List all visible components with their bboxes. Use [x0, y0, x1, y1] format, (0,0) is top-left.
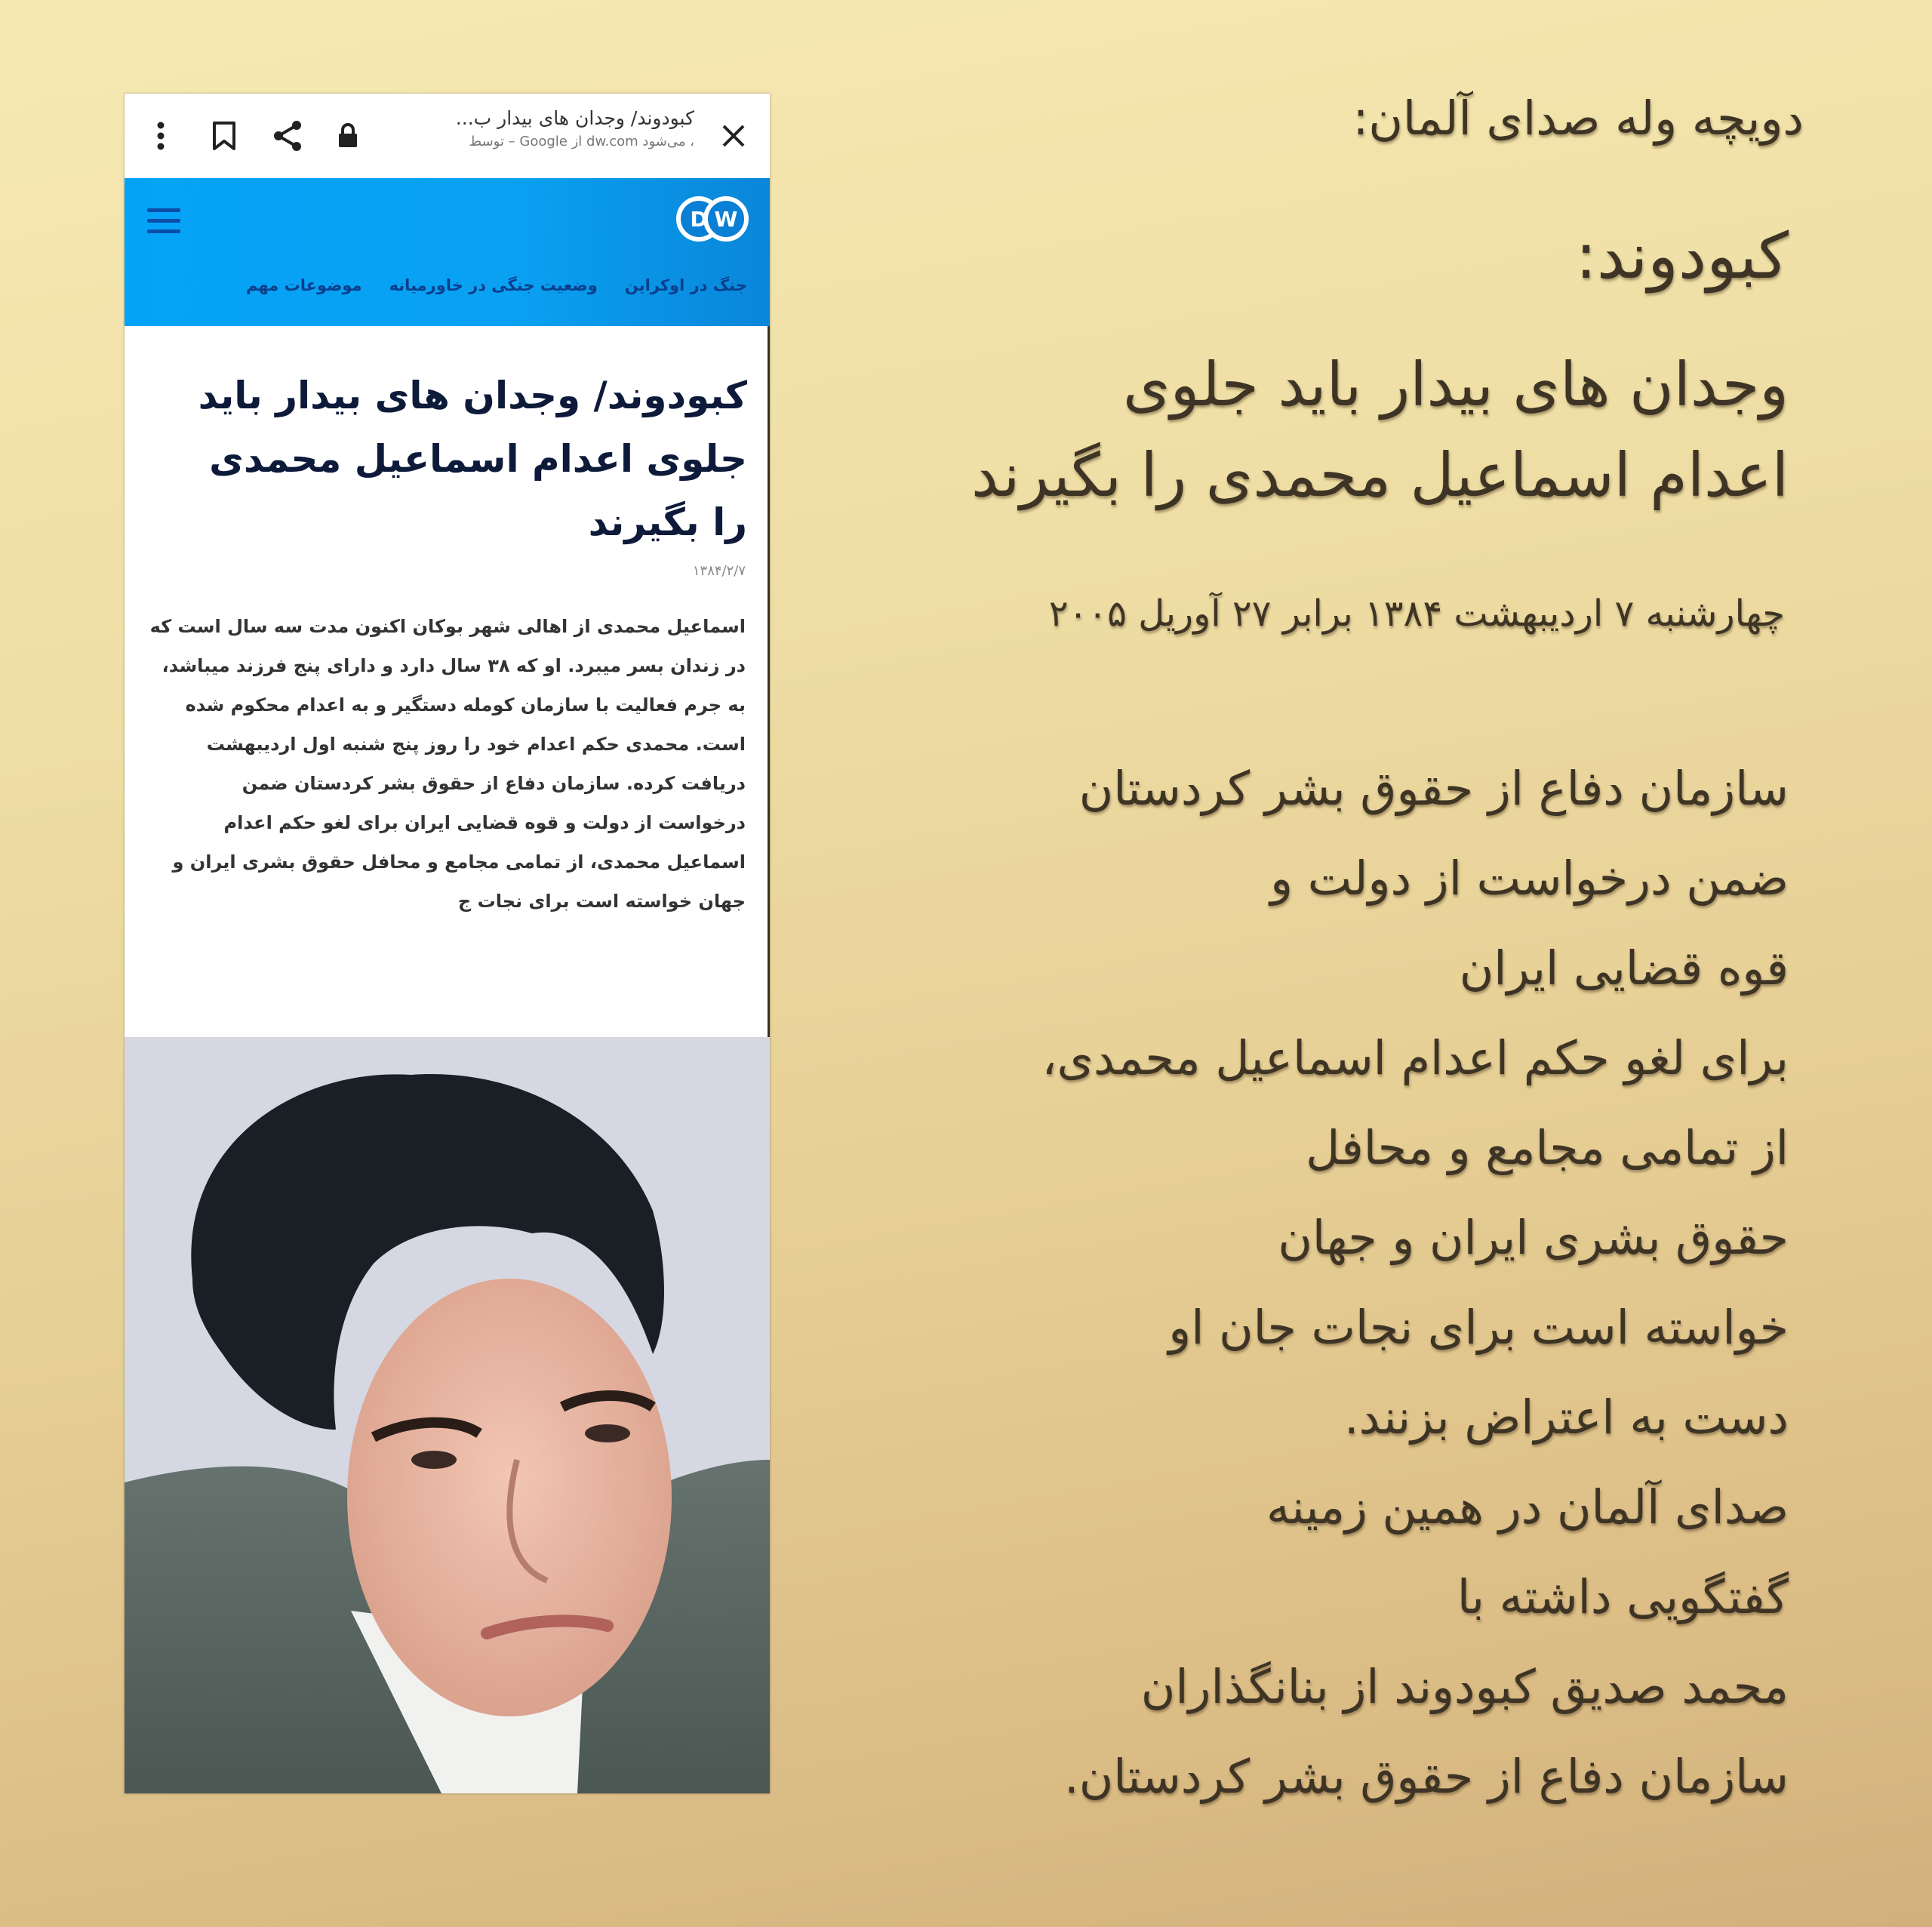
bookmark-icon[interactable] [205, 116, 244, 155]
article-body: اسماعیل محمدی از اهالی شهر بوکان اکنون مدت سه سال است که در زندان بسر میبرد. او که ۳۸ سال دارد و دارای پنج فرزند میباشد، به جرم فعالیت با سازمان کومله دستگیر و به اعدام محکوم شده است. محمدی حکم اعدام خود را روز پنج شنبه اول اردیبهشت دریافت کرده. سازمان دفاع از حقوق بشر کردستان ضمن درخواست از دولت و قوه قضایی ایران برای لغو حکم اعدام اسماعیل محمدی، از تمامی مجامع و محافل حقوق بشری ایران و جهان خواسته است برای نجات ج [149, 616, 746, 912]
article-screenshot-card [125, 94, 770, 1793]
nav-item-important-topics[interactable]: موضوعات مهم [245, 276, 362, 294]
source-label: دویچه وله صدای آلمان: [1352, 91, 1804, 146]
page-title-block[interactable] [377, 107, 694, 149]
browser-toolbar [125, 94, 770, 178]
dw-nav [246, 276, 747, 294]
caption-body-line: دست به اعتراض بزنند. [1343, 1390, 1789, 1445]
caption-body-line: سازمان دفاع از حقوق بشر کردستان [1078, 761, 1789, 816]
caption-title-line: اعدام اسماعیل محمدی را بگیرند [971, 440, 1789, 510]
portrait-photo [125, 1037, 770, 1793]
caption-title [838, 340, 1789, 521]
caption-body-line: ضمن درخواست از دولت و [1270, 851, 1789, 906]
article-headline: کبودوند/ وجدان های بیدار باید جلوی اعدام اسماعیل محمدی را بگیرند [198, 374, 747, 544]
caption-body-line: از تمامی مجامع و محافل [1306, 1120, 1789, 1175]
caption-title-line: وجدان های بیدار باید جلوی [1123, 349, 1789, 420]
page-title: کبودوند/ وجدان های بیدار ب... [455, 107, 694, 129]
hamburger-icon[interactable] [147, 208, 180, 240]
nav-item-middle-east-war[interactable]: وضعیت جنگی در خاورمیانه [389, 276, 598, 294]
more-vertical-icon[interactable] [141, 116, 180, 155]
caption-body-line: محمد صدیق کبودوند از بنانگذاران [1140, 1659, 1789, 1714]
caption-date: چهارشنبه ۷ اردیبهشت ۱۳۸۴ برابر ۲۷ آوریل ۲۰۰۵ [1048, 593, 1785, 635]
share-icon[interactable] [268, 116, 307, 155]
lock-icon [328, 116, 368, 155]
caption-title-name: کبودوند: [1575, 219, 1789, 293]
caption-body-line: گفتگویی داشته با [1457, 1569, 1789, 1624]
caption-body-line: برای لغو حکم اعدام اسماعیل محمدی، [1041, 1030, 1789, 1085]
svg-text:D: D [690, 207, 708, 232]
svg-text:W: W [714, 207, 738, 232]
nav-item-ukraine-war[interactable]: جنگ در اوکراین [624, 276, 747, 294]
article-date: ۱۳۸۴/۲/۷ [692, 563, 746, 579]
caption-body-line: صدای آلمان در همین زمینه [1266, 1479, 1789, 1535]
page-source: ، می‌شود dw.com از Google – توسط [469, 134, 694, 149]
dw-site-header [125, 178, 770, 326]
caption-body [808, 743, 1789, 1821]
dw-logo[interactable] [675, 195, 750, 246]
close-icon[interactable] [714, 116, 753, 155]
caption-body-line: سازمان دفاع از حقوق بشر کردستان. [1064, 1749, 1789, 1804]
caption-body-line: خواسته است برای نجات جان او [1168, 1300, 1789, 1355]
caption-body-line: قوه قضایی ایران [1459, 940, 1789, 996]
caption-body-line: حقوق بشری ایران و جهان [1278, 1210, 1789, 1265]
